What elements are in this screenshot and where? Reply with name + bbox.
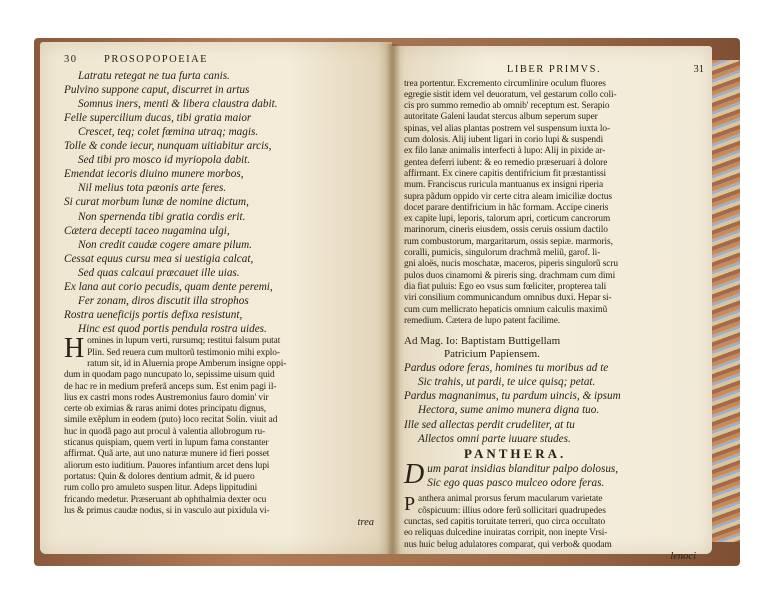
prose-line: rum combustorum, margaritarum, ossis sepiæ. marmoris, — [404, 236, 613, 247]
prose-line: egregie sistit idem vel deuoratum, vel gestarum collo coli- — [404, 89, 617, 100]
prose-line: simile exẽplum in eodem (puto) loco recitat Solin. viuit ad — [64, 415, 278, 426]
prose-line: lus & primus caudæ nodus, si in vasculo aut pixidula vi- — [64, 505, 270, 516]
prose-line: portatus: Quin & dolores dentium admit, & id puero — [64, 471, 255, 482]
prose-line: gentea deferri iubent: & eo remedio præseruari à dolore — [404, 157, 608, 168]
prose-line: trea portentur. Excremento circumlinire oculum fluores — [404, 78, 606, 89]
prose-line: supra pãdum oppido vir certe citra aleam imiciliæ doctus — [404, 191, 612, 202]
prose-line: coralli, pumicis, singulorum drachmã meliũ, garof. li- — [404, 248, 601, 259]
verse-line: Hinc est quod portis pendula rostra uides. — [78, 323, 267, 336]
prose-line: cum cum mellicrato hepaticis omnium calculis maximũ — [404, 304, 608, 315]
prose-line: ex filo lanæ animalis interfecti à lupo: Alij in pixide ar- — [404, 146, 606, 157]
right-page-content — [404, 64, 704, 564]
prose-line: spinas, vel alias plantas postrem vel suspensum iuxta lo- — [404, 123, 610, 134]
left-catchword: trea — [357, 517, 374, 529]
verse-line: Sed tibi pro mosco id myriopola dabit. — [78, 154, 251, 167]
prose-line: sticanus quispiam, quem verti in lupum fama constanter — [64, 438, 269, 449]
prose-line: dum in quodam pago nuncupato lo, sepissime uisum quid — [64, 370, 275, 381]
epigram-drop-cap: D — [404, 459, 425, 491]
epigram-line: um parat insidias blanditur palpo dolosus, — [427, 463, 619, 476]
right-prose2-block — [404, 494, 704, 550]
verse-line: Cætera decepti taceo nugamina ulgi, — [64, 224, 230, 237]
prose-line: mum. Franciscus ruricula mantuanus ex insigni riperia — [404, 180, 604, 191]
prose-line: huc in quodã pago aut procul à valentia allobrogum ru- — [64, 426, 266, 437]
verse-line: Allectos omni parte iuuare studes. — [418, 432, 571, 445]
prose-line: marinorum, cineris eiusdem, ossis ceruis ossium dactilo — [404, 225, 608, 236]
right-page — [392, 46, 712, 562]
left-page-number: 30 — [64, 54, 78, 65]
right-catchword: lenoci — [670, 550, 696, 562]
verse-line: Pardus odore feras, homines tu moribus ad te — [404, 362, 609, 375]
verse-line: Sic trahis, ut pardi, te uice quisq; petat. — [418, 376, 596, 389]
verse-line: Sed quas calcaui præcauet ille uias. — [78, 266, 240, 279]
prose-line: nus huic belug adulatores comparat, qui verbo& quodam — [404, 539, 612, 550]
verse-line: Tolle & conde iecur, nunquam uitiabitur arcis, — [64, 140, 272, 153]
prose-line: remedium. Cætera de lupo patent facilime. — [404, 315, 561, 326]
prose-line: anthera animal prorsus ferum macularum varietate — [418, 494, 603, 505]
prose-line: de hac re in medium preferã anceps sum. Est enim pagi il- — [64, 381, 277, 392]
verse-line: Pardus magnanimus, tu pardum uincis, & ipsum — [404, 390, 621, 403]
book-gutter — [386, 44, 400, 554]
verse-line: Rostra ueneficijs portis defixa resistunt, — [64, 309, 243, 322]
verse-line: Cessat equus cursu mea si uestigia calcat, — [64, 252, 254, 265]
verse-line: Pulvino suppone caput, discurret in artus — [64, 83, 250, 96]
prose-line: lius ex castri mons rodes Austremonius fauro domin' vir — [64, 392, 269, 403]
prose2-drop-cap: P — [404, 493, 416, 516]
verse-line: Fer zonam, diros discutit illa strophos — [78, 295, 249, 308]
prose-line: cis pro summo remedio ab omnib' receptum est. Serapio — [404, 101, 610, 112]
prose-line: gni aloës, nucis moschatæ, maceros, piperis singulorũ scru — [404, 259, 618, 270]
prose-line: aliorum esto iuditium. Pauores infantium arcet dens lupi — [64, 460, 270, 471]
right-prose-block — [404, 79, 704, 328]
verse-line: Crescet, teq; colet fœmina utraq; magis. — [78, 125, 259, 138]
right-running-head — [404, 64, 704, 77]
left-running-head — [64, 54, 382, 67]
right-page-number: 31 — [693, 64, 704, 75]
verse-line: Latratu retegat ne tua furta canis. — [78, 69, 230, 82]
section-title: PANTHERA. — [464, 445, 567, 461]
epigram-block — [404, 459, 704, 491]
prose-line: autoritate Galeni laudat stercus album seperum super — [404, 112, 598, 123]
prose-line: affirmant. Ex cinere capitis dentifricium fit præstantissi — [404, 168, 607, 179]
prose-line: ratum sit, id in Aluernia prope Amberum insigne oppi- — [87, 358, 287, 369]
verse-line: Felle supercilium ducas, tibi gratia maior — [64, 111, 252, 124]
epigram-line: Sic ego quas pasco mulceo odore feras. — [427, 477, 605, 490]
prose-line: pulos duos cinamomi & pireris sing. drachmam cum dimi — [404, 270, 616, 281]
dedication-line-2: Patricium Papiensem. — [444, 348, 540, 361]
left-verse-block — [64, 69, 382, 337]
prose-line: viri consilium communicandum omnibus duxi. Hepar si- — [404, 293, 612, 304]
prose-line: Plin. Sed reuera cum multorũ testimonio mihi explo- — [87, 347, 280, 358]
left-page — [40, 42, 392, 554]
prose-line: affirmat. Quã arte, aut uno naturæ munere id fieri posset — [64, 449, 270, 460]
prose-line: omines in lupum verti, rursumq; restitui falsum putat — [87, 336, 281, 347]
prose-line: docet parare dentifricium in hãc formam. Accipe cineris — [404, 202, 609, 213]
dedication-line-1: Ad Mag. Io: Baptistam Buttigellam — [404, 335, 561, 348]
prose-line: dia fiat puluis: Ego eo vsus sum fœliciter, propterea tali — [404, 281, 607, 292]
prose-line: fricando medetur. Præseruant ab ophthalmia dexter ocu — [64, 494, 267, 505]
right-verse-block — [404, 361, 704, 446]
right-running-title: LIBER PRIMVS. — [506, 64, 602, 75]
verse-line: Non spernenda tibi gratia cordis erit. — [78, 210, 246, 223]
left-running-title: PROSOPOPOEIAE — [104, 54, 209, 65]
prose-line: cum dolosis. Alij iubent ligari in corio lupi & suspendi — [404, 135, 604, 146]
verse-line: Nil melius tota pæonis arte feres. — [78, 182, 227, 195]
prose-line: cõspicuum: illius odore ferũ sollicitari quadrupedes — [418, 505, 606, 516]
verse-line: Emendat iecoris diuino munere morbos, — [64, 168, 244, 181]
verse-line: Ex lana aut corio pecudis, quam dente peremi, — [64, 281, 273, 293]
verse-line: Si curat morbum lunæ de nomine dictum, — [64, 196, 249, 209]
verse-line: Non credit caudæ cogere amare pilum. — [78, 238, 252, 251]
prose-line: cunctas, sed capitis toruitate terreri, quo circa occultato — [404, 517, 606, 528]
verse-line: Hectora, sume animo munera digna tuo. — [418, 404, 600, 417]
prose-line: eo reliquas dulcedine inuiratas corripit, non inepte Vrsi- — [404, 528, 608, 539]
left-prose-block — [64, 333, 382, 517]
verse-line: Ille sed allectas perdit crudeliter, at tu — [404, 418, 575, 431]
marbled-edge — [710, 60, 740, 542]
prose-line: ex capite lupi, leporis, talorum apri, corticum cancrorum — [404, 214, 611, 225]
drop-cap: H — [64, 333, 85, 365]
prose-line: rum collo pro amuleto suspen litur. Adeps lippitudini — [64, 483, 258, 494]
left-page-content — [64, 54, 382, 530]
verse-line: Somnus iners, menti & libera claustra dabit. — [78, 97, 278, 110]
prose-line: certe ob eximias & raras animi dotes principatu dignus, — [64, 404, 266, 415]
